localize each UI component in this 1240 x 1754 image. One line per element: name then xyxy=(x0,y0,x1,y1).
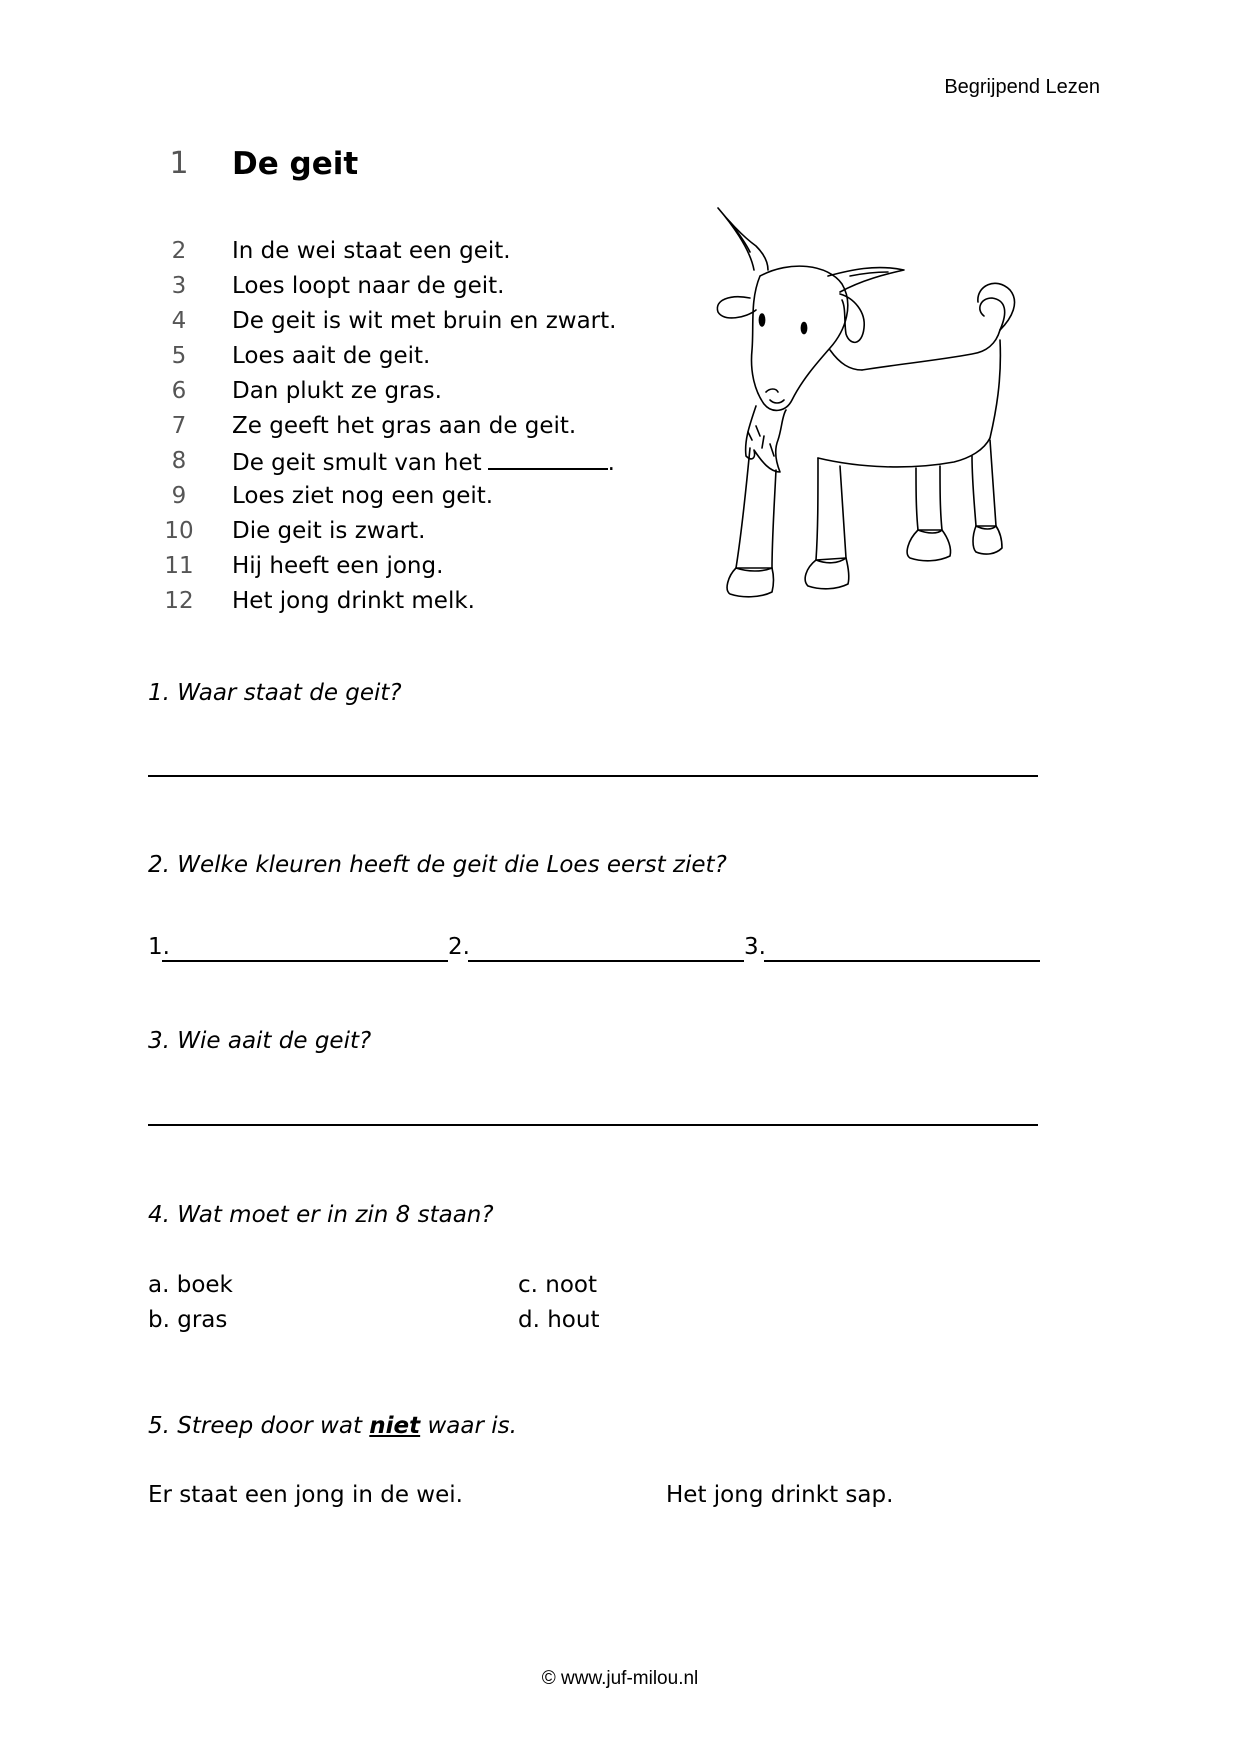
line-number: 6 xyxy=(171,378,187,404)
answer-line[interactable] xyxy=(468,960,744,962)
line-text: Die geit is zwart. xyxy=(232,518,426,544)
question-1: 1. Waar staat de geit? xyxy=(148,680,402,706)
option-c[interactable]: c. noot xyxy=(518,1272,598,1298)
question-5-emphasis: niet xyxy=(369,1413,421,1439)
question-2: 2. Welke kleuren heeft de geit die Loes eerst ziet? xyxy=(148,852,727,878)
line-number: 5 xyxy=(171,343,187,369)
line-text: In de wei staat een geit. xyxy=(232,238,511,264)
question-4: 4. Wat moet er in zin 8 staan? xyxy=(148,1202,494,1228)
answer-line[interactable] xyxy=(764,960,1040,962)
line-number: 4 xyxy=(171,308,187,334)
question-5-text: 5. Streep door wat xyxy=(148,1413,370,1439)
answer-line-1[interactable] xyxy=(148,775,1038,777)
line-text: De geit is wit met bruin en zwart. xyxy=(232,308,617,334)
statement-1[interactable]: Er staat een jong in de wei. xyxy=(148,1482,463,1508)
line-number: 11 xyxy=(164,553,194,579)
line-number: 1 xyxy=(169,146,189,181)
line-text xyxy=(232,448,615,476)
line-text: Het jong drinkt melk. xyxy=(232,588,475,614)
question-5 xyxy=(148,1413,517,1439)
line-number: 2 xyxy=(171,238,187,264)
line-text: Loes loopt naar de geit. xyxy=(232,273,505,299)
line-number: 10 xyxy=(164,518,194,544)
fill-in-blank[interactable] xyxy=(488,448,608,470)
option-b[interactable]: b. gras xyxy=(148,1307,228,1333)
line-text-part: De geit smult van het xyxy=(232,450,482,476)
slot-label: 2. xyxy=(448,934,470,960)
line-suffix: . xyxy=(607,450,615,476)
option-a[interactable]: a. boek xyxy=(148,1272,233,1298)
line-text: Ze geeft het gras aan de geit. xyxy=(232,413,577,439)
line-number: 7 xyxy=(171,413,187,439)
line-number: 8 xyxy=(171,448,187,474)
line-number: 3 xyxy=(171,273,187,299)
line-text: Dan plukt ze gras. xyxy=(232,378,442,404)
goat-illustration xyxy=(690,200,1050,630)
slot-label: 1. xyxy=(148,934,170,960)
line-number: 12 xyxy=(164,588,194,614)
page-header: Begrijpend Lezen xyxy=(944,76,1100,98)
answer-line[interactable] xyxy=(162,960,448,962)
answer-line-3[interactable] xyxy=(148,1124,1038,1126)
line-number: 9 xyxy=(171,483,187,509)
story-title: De geit xyxy=(232,146,359,182)
question-5-text-end: waar is. xyxy=(420,1413,517,1439)
color-answers xyxy=(148,932,1040,962)
option-d[interactable]: d. hout xyxy=(518,1307,600,1333)
line-text: Loes ziet nog een geit. xyxy=(232,483,494,509)
statement-2[interactable]: Het jong drinkt sap. xyxy=(666,1482,894,1508)
line-text: Loes aait de geit. xyxy=(232,343,431,369)
line-text: Hij heeft een jong. xyxy=(232,553,444,579)
question-3: 3. Wie aait de geit? xyxy=(148,1028,372,1054)
page-footer: © www.juf-milou.nl xyxy=(541,1668,699,1689)
slot-label: 3. xyxy=(744,934,766,960)
